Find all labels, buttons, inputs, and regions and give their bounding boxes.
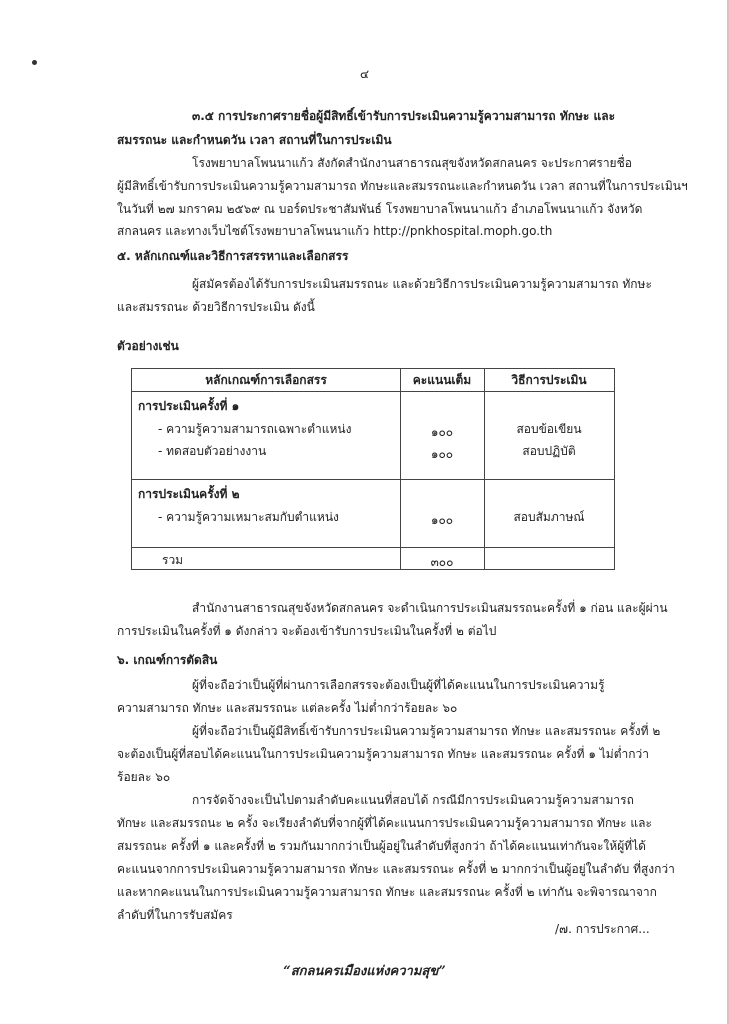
table-header-method: วิธีการประเมิน xyxy=(511,373,587,387)
total-score: ๓๐๐ xyxy=(430,555,454,569)
after-table-line: การประเมินในครั้งที่ ๑ ดังกล่าว จะต้องเข้ารับการประเมินในครั้งที่ ๒ ต่อไป xyxy=(117,624,497,638)
section-5-body-line: และสมรรถนะ ด้วยวิธีการประเมิน ดังนี้ xyxy=(117,300,315,314)
section-6-p2-line: จะต้องเป็นผู้ที่สอบได้คะแนนในการประเมินความรู้ความสามารถ ทักษะ และสมรรถนะ ครั้งที่ ๑ ไม่ต่ำกว่า xyxy=(117,747,649,761)
section-5-heading: ๕. หลักเกณฑ์และวิธีการสรรหาและเลือกสรร xyxy=(117,249,349,263)
section-6-p1-line: ผู้ที่จะถือว่าเป็นผู้ที่ผ่านการเลือกสรรจะต้องเป็นผู้ที่ได้คะแนนในการประเมินความรู้ xyxy=(192,678,605,692)
table-header-criteria: หลักเกณฑ์การเลือกสรร xyxy=(205,373,327,387)
round1-item-label: - ทดสอบตัวอย่างงาน xyxy=(158,444,267,458)
table-column-divider xyxy=(400,369,401,569)
criteria-table xyxy=(131,368,615,570)
round1-title: การประเมินครั้งที่ ๑ xyxy=(138,399,240,413)
round1-item-score: ๑๐๐ xyxy=(430,425,454,439)
section-3-5-body-line: ในวันที่ ๒๗ มกราคม ๒๕๖๙ ณ บอร์ดประชาสัมพันธ์ โรงพยาบาลโพนนาแก้ว อำเภอโพนนาแก้ว จังหวัด xyxy=(117,202,643,216)
round1-item-label: - ความรู้ความสามารถเฉพาะตำแหน่ง xyxy=(158,422,352,436)
section-3-5-heading-line1: ๓.๕ การประกาศรายชื่อผู้มีสิทธิ์เข้ารับการประเมินความรู้ความสามารถ ทักษะ และ xyxy=(192,109,616,123)
continuation-note: /๗. การประกาศ... xyxy=(555,922,650,936)
section-6-heading: ๖. เกณฑ์การตัดสิน xyxy=(117,653,218,667)
section-6-p3-line: และหากคะแนนในการประเมินความรู้ความสามารถ ทักษะ และสมรรถนะ ครั้งที่ ๒ เท่ากัน จะพิจารณาจาก xyxy=(117,885,657,899)
round2-item-label: - ความรู้ความเหมาะสมกับตำแหน่ง xyxy=(158,510,339,524)
page-number: ๔ xyxy=(359,67,370,81)
section-6-p3-line: การจัดจ้างจะเป็นไปตามลำดับคะแนนที่สอบได้ กรณีมีการประเมินความรู้ความสามารถ xyxy=(192,793,634,807)
section-6-p3-line: คะแนนจากการประเมินความรู้ความสามารถ ทักษะ และสมรรถนะ ครั้งที่ ๒ มากกว่าเป็นผู้อยู่ในลำดับ ที่สูงกว่า xyxy=(117,862,675,876)
section-3-5-body-line: ผู้มีสิทธิ์เข้ารับการประเมินความรู้ความสามารถ ทักษะและสมรรถนะและกำหนดวัน เวลา สถานที่ในการประเมินฯ xyxy=(117,179,688,193)
footer-motto: “สกลนครเมืองแห่งความสุข” xyxy=(283,964,446,979)
section-6-p2-line: ร้อยละ ๖๐ xyxy=(117,770,171,784)
table-header-score: คะแนนเต็ม xyxy=(412,373,472,387)
round2-item-method: สอบสัมภาษณ์ xyxy=(513,510,585,524)
table-row-divider xyxy=(132,391,614,392)
round2-title: การประเมินครั้งที่ ๒ xyxy=(138,487,240,501)
round2-item-score: ๑๐๐ xyxy=(430,513,454,527)
section-6-p3-line: ทักษะ และสมรรถนะ ๒ ครั้ง จะเรียงลำดับที่จากผู้ที่ได้คะแนนการประเมินความรู้ความสามารถ ทักษะ และ xyxy=(117,816,652,830)
section-6-p3-line: สมรรถนะ ครั้งที่ ๑ และครั้งที่ ๒ รวมกันมากกว่าเป็นผู้อยู่ในลำดับที่สูงกว่า ถ้าได้คะแนนเท่ากันจะให้ผู้ที่ได้ xyxy=(117,839,646,853)
section-6-p3-line: ลำดับที่ในการรับสมัคร xyxy=(117,908,233,922)
example-label: ตัวอย่างเช่น xyxy=(117,339,179,353)
round1-item-method: สอบปฏิบัติ xyxy=(522,444,576,458)
table-row-divider xyxy=(132,547,614,548)
section-6-p1-line: ความสามารถ ทักษะ และสมรรถนะ แต่ละครั้ง ไม่ต่ำกว่าร้อยละ ๖๐ xyxy=(117,701,458,715)
round1-item-score: ๑๐๐ xyxy=(430,447,454,461)
after-table-line: สำนักงานสาธารณสุขจังหวัดสกลนคร จะดำเนินการประเมินสมรรถนะครั้งที่ ๑ ก่อน และผู้ผ่าน xyxy=(192,601,668,615)
table-row-divider xyxy=(132,479,614,480)
round1-item-method: สอบข้อเขียน xyxy=(516,422,582,436)
total-label: รวม xyxy=(162,553,184,567)
section-5-body-line: ผู้สมัครต้องได้รับการประเมินสมรรถนะ และด้วยวิธีการประเมินความรู้ความสามารถ ทักษะ xyxy=(192,277,652,291)
section-3-5-heading-line2: สมรรถนะ และกำหนดวัน เวลา สถานที่ในการประเมิน xyxy=(117,133,392,147)
section-3-5-body-line: โรงพยาบาลโพนนาแก้ว สังกัดสำนักงานสาธารณสุขจังหวัดสกลนคร จะประกาศรายชื่อ xyxy=(192,156,632,170)
table-column-divider xyxy=(484,369,485,569)
section-3-5-body-line: สกลนคร และทางเว็บไซต์โรงพยาบาลโพนนาแก้ว http://pnkhospital.moph.go.th xyxy=(117,224,553,238)
section-6-p2-line: ผู้ที่จะถือว่าเป็นผู้มีสิทธิ์เข้ารับการประเมินความรู้ความสามารถ ทักษะ และสมรรถนะ ครั้งที่ ๒ xyxy=(192,724,661,738)
